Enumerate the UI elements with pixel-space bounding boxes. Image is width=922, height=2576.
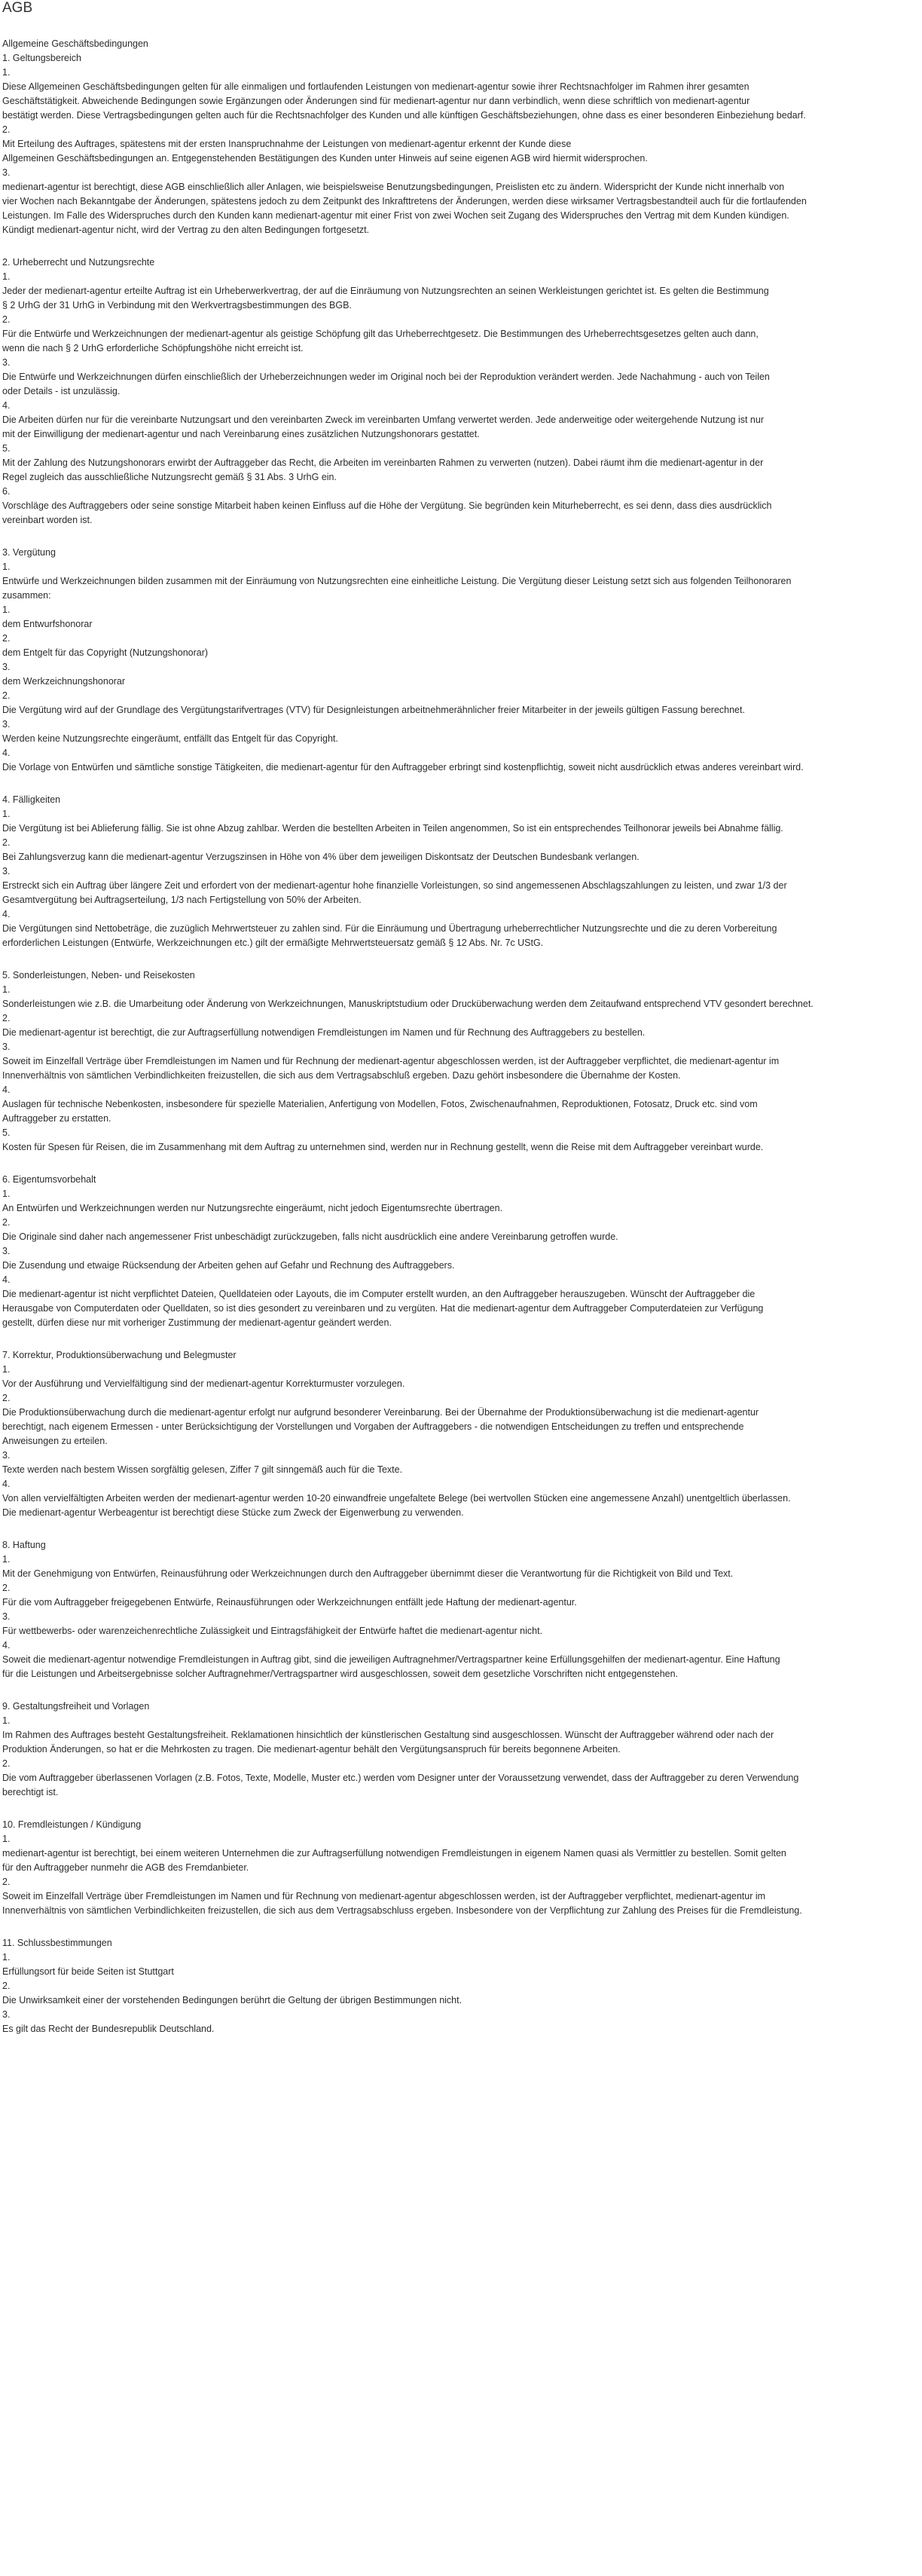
clause-number: 4. <box>2 1274 11 1285</box>
clause-text: Die Originale sind daher nach angemessener Frist unbeschädigt zurückzugeben, falls nicht ausdrücklich eine andere Vereinbarung getroffen wurde. <box>2 1231 618 1242</box>
clause-text: Texte werden nach bestem Wissen sorgfältig gelesen, Ziffer 7 gilt sinngemäß auch für die Texte. <box>2 1464 403 1475</box>
section-heading: 9. Gestaltungsfreiheit und Vorlagen <box>2 1701 150 1712</box>
clause-number: 3. <box>2 1450 11 1461</box>
clause-number: 2. <box>2 1393 11 1403</box>
section-heading: 7. Korrektur, Produktionsüberwachung und Belegmuster <box>2 1350 237 1360</box>
clause-text: Diese Allgemeinen Geschäftsbedingungen gelten für alle einmaligen und fortlaufenden Leistungen von medienart-agentur sowie ihrer Rechtsnachfolger im Rahmen ihrer gesamten <box>2 81 750 92</box>
clause-text: Werden keine Nutzungsrechte eingeräumt, entfällt das Entgelt für das Copyright. <box>2 733 338 744</box>
clause-number: 2. <box>2 837 11 848</box>
clause-text: Mit Erteilung des Auftrages, spätestens mit der ersten Inanspruchnahme der Leistungen von medienart-agentur erkennt der Kunde diese <box>2 139 572 149</box>
clause-text: Produktion Änderungen, so hat er die Mehrkosten zu tragen. Die medienart-agentur behält den Vergütungsanspruch für bereits begonnene Arbeiten. <box>2 1744 621 1755</box>
clause-number: 4. <box>2 1640 11 1651</box>
clause-number: 1. <box>2 271 11 282</box>
clause-number: 3. <box>2 167 11 178</box>
clause-text: dem Entwurfshonorar <box>2 619 93 629</box>
terms-section <box>2 1936 922 2036</box>
clause-number: 1. <box>2 67 11 78</box>
clause-text: Geschäftstätigkeit. Abweichende Bedingungen sowie Ergänzungen oder Änderungen sind für medienart-agentur nur dann verbindlich, wenn diese schriftlich von medienart-agentur <box>2 96 750 106</box>
clause-number: 2. <box>2 690 11 701</box>
clause-number: 2. <box>2 314 11 325</box>
clause-text: für den Auftraggeber nunmehr die AGB des Fremdanbieter. <box>2 1862 249 1873</box>
clause-number: 2. <box>2 633 11 644</box>
clause-text: Die Vergütungen sind Nettobeträge, die zuzüglich Mehrwertsteuer zu zahlen sind. Für die Einräumung und Übertragung urheberrechtlicher Nutzungsrechte und die zu deren Vorbereitung <box>2 923 777 934</box>
clause-text: Allgemeinen Geschäftsbedingungen an. Entgegenstehenden Bestätigungen des Kunden unter Hinweis auf seine eigenen AGB wird hiermit widersprochen. <box>2 153 648 164</box>
clause-number: 1. <box>2 561 11 572</box>
clause-number: 2. <box>2 1217 11 1228</box>
clause-text: Die medienart-agentur Werbeagentur ist berechtigt diese Stücke zum Zweck der Eigenwerbung zu verwenden. <box>2 1507 464 1518</box>
clause-text: An Entwürfen und Werkzeichnungen werden nur Nutzungsrechte eingeräumt, nicht jedoch Eigentumsrechte übertragen. <box>2 1203 503 1213</box>
clause-number: 1. <box>2 809 11 819</box>
clause-text: berechtigt ist. <box>2 1787 59 1797</box>
clause-text: Für die Entwürfe und Werkzeichnungen der medienart-agentur als geistige Schöpfung gilt das Urheberrechtgesetz. Die Bestimmungen des Urheberrechtsgesetzes gelten auch dann, <box>2 329 759 339</box>
clause-text: Die Vergütung ist bei Ablieferung fällig. Sie ist ohne Abzug zahlbar. Werden die bestellten Arbeiten in Teilen angenommen, So ist ein entsprechendes Teilhonorar jeweils bei Abnahme fällig. <box>2 823 783 834</box>
clause-text: Herausgabe von Computerdaten oder Quelldaten, so ist dies gesondert zu vereinbaren und zu vergüten. Hat die medienart-agentur dem Auftraggeber Computerdateien zur Verfügung <box>2 1303 764 1314</box>
clause-number: 5. <box>2 443 11 454</box>
clause-number: 4. <box>2 748 11 758</box>
clause-text: Die medienart-agentur ist berechtigt, die zur Auftragserfüllung notwendigen Fremdleistungen im Namen und für Rechnung des Auftraggebers zu bestellen. <box>2 1027 646 1038</box>
page-title: AGB <box>2 0 33 16</box>
clause-text: § 2 UrhG der 31 UrhG in Verbindung mit den Werkvertragsbestimmungen des BGB. <box>2 300 352 311</box>
clause-text: für die Leistungen und Arbeitsergebnisse solcher Auftragnehmer/Vertragspartner wird ausgeschlossen, soweit dem gesetzliche Vorschriften nicht entgegenstehen. <box>2 1669 679 1679</box>
section-heading: 2. Urheberrecht und Nutzungsrechte <box>2 257 155 268</box>
terms-section <box>2 1348 922 1520</box>
section-heading: 11. Schlussbestimmungen <box>2 1938 112 1948</box>
clause-number: 1. <box>2 604 11 615</box>
clause-number: 2. <box>2 1758 11 1769</box>
section-heading: 3. Vergütung <box>2 547 56 558</box>
clause-text: mit der Einwilligung der medienart-agentur und nach Vereinbarung eines zusätzlichen Nutzungshonorars gestattet. <box>2 429 480 439</box>
clause-text: Innenverhältnis von sämtlichen Verbindlichkeiten freizustellen, die sich aus dem Vertragsabschluß ergeben. Dazu gehört insbesondere die Übernahme der Kosten. <box>2 1070 681 1081</box>
clause-text: Die Vorlage von Entwürfen und sämtliche sonstige Tätigkeiten, die medienart-agentur für den Auftraggeber erbringt sind kostenpflichtig, soweit nicht ausdrücklich etwas anderes vereinbart wird. <box>2 762 804 772</box>
section-heading: 6. Eigentumsvorbehalt <box>2 1174 96 1185</box>
clause-text: Für die vom Auftraggeber freigegebenen Entwürfe, Reinausführungen oder Werkzeichnungen entfällt jede Haftung der medienart-agentur. <box>2 1597 577 1608</box>
clause-text: Sonderleistungen wie z.B. die Umarbeitung oder Änderung von Werkzeichnungen, Manuskriptstudium oder Drucküberwachung werden dem Zeitaufwand entsprechend VTV gesondert berechnet. <box>2 999 814 1009</box>
terms-section <box>2 1699 922 1800</box>
section-heading: 10. Fremdleistungen / Kündigung <box>2 1819 142 1830</box>
clause-text: Es gilt das Recht der Bundesrepublik Deutschland. <box>2 2024 215 2034</box>
clause-number: 4. <box>2 1479 11 1489</box>
clause-text: erforderlichen Leistungen (Entwürfe, Werkzeichnungen etc.) gilt der ermäßigte Mehrwertsteuersatz gemäß § 12 Abs. Nr. 7c UStG. <box>2 938 544 948</box>
terms-section <box>2 793 922 950</box>
section-heading: 5. Sonderleistungen, Neben- und Reisekosten <box>2 970 195 981</box>
clause-text: Soweit im Einzelfall Verträge über Fremdleistungen im Namen und für Rechnung von medienart-agentur abgeschlossen werden, ist der Auftraggeber verpflichtet, medienart-agentur im <box>2 1891 766 1901</box>
clause-text: Die Arbeiten dürfen nur für die vereinbarte Nutzungsart und den vereinbarten Zweck im vereinbarten Umfang verwertet werden. Jede anderweitige oder weitergehende Nutzung ist nur <box>2 415 764 425</box>
terms-section <box>2 546 922 775</box>
clause-number: 3. <box>2 662 11 672</box>
clause-text: Auslagen für technische Nebenkosten, insbesondere für spezielle Materialien, Anfertigung von Modellen, Fotos, Zwischenaufnahmen, Reproduktionen, Fotosatz, Druck etc. sind vom <box>2 1099 758 1109</box>
clause-number: 1. <box>2 1952 11 1963</box>
clause-text: oder Details - ist unzulässig. <box>2 386 121 396</box>
clause-text: Erstreckt sich ein Auftrag über längere Zeit und erfordert von der medienart-agentur hohe finanzielle Vorleistungen, so sind angemessenen Abschlagszahlungen zu leisten, und zwar 1/3 der <box>2 880 787 891</box>
clause-text: vier Wochen nach Bekanntgabe der Änderungen, spätestens jedoch zu dem Zeitpunkt des Inkrafttretens der Änderungen, werden diese wirksamer Vertragsbestandteil auch für die fortlaufenden <box>2 196 807 207</box>
terms-sections <box>2 51 922 2036</box>
clause-text: zusammen: <box>2 590 51 601</box>
clause-number: 3. <box>2 866 11 877</box>
clause-text: Auftraggeber zu erstatten. <box>2 1113 111 1124</box>
clause-text: wenn die nach § 2 UrhG erforderliche Schöpfungshöhe nicht erreicht ist. <box>2 343 304 353</box>
terms-section <box>2 255 922 528</box>
clause-number: 4. <box>2 909 11 919</box>
clause-text: Entwürfe und Werkzeichnungen bilden zusammen mit der Einräumung von Nutzungsrechten eine einheitliche Leistung. Die Vergütung dieser Leistung setzt sich aus folgenden Teilhonoraren <box>2 576 792 586</box>
clause-text: Von allen vervielfältigten Arbeiten werden der medienart-agentur werden 10-20 einwandfreie ungefaltete Belege (bei wertvollen Stücken eine angemessene Anzahl) unentgeltlich überlassen. <box>2 1493 791 1504</box>
clause-text: bestätigt werden. Diese Vertragsbedingungen gelten auch für die Rechtsnachfolger des Kunden und alle künftigen Geschäftsbeziehungen, ohne dass es einer besonderen Einbeziehung bedarf. <box>2 110 806 121</box>
terms-section <box>2 1818 922 1918</box>
clause-text: Mit der Genehmigung von Entwürfen, Reinausführung oder Werkzeichnungen durch den Auftraggeber übernimmt dieser die Verantwortung für die Richtigkeit von Bild und Text. <box>2 1568 734 1579</box>
terms-section <box>2 1173 922 1330</box>
clause-text: Innenverhältnis von sämtlichen Verbindlichkeiten freizustellen, die sich aus dem Vertragsabschluss ergeben. Insbesondere von der Verpflichtung zur Zahlung des Preises für die Fremdleistung. <box>2 1905 802 1916</box>
clause-text: Soweit die medienart-agentur notwendige Fremdleistungen in Auftrag gibt, sind die jeweiligen Auftragnehmer/Vertragspartner keine Erfüllungsgehilfen der medienart-agentur. Eine Haftung <box>2 1654 780 1665</box>
clause-text: Die Vergütung wird auf der Grundlage des Vergütungstarifvertrages (VTV) für Designleistungen arbeitnehmerähnlicher freier Mitarbeiter in der jeweils gültigen Fassung berechnet. <box>2 705 745 715</box>
clause-number: 1. <box>2 1554 11 1565</box>
clause-number: 2. <box>2 1981 11 1991</box>
clause-text: Die Zusendung und etwaige Rücksendung der Arbeiten gehen auf Gefahr und Rechnung des Auftraggebers. <box>2 1260 455 1271</box>
section-heading: 4. Fälligkeiten <box>2 794 61 805</box>
clause-text: gestellt, dürfen diese nur mit vorheriger Zustimmung der medienart-agentur geändert werden. <box>2 1317 392 1328</box>
clause-number: 1. <box>2 1834 11 1844</box>
clause-number: 3. <box>2 357 11 368</box>
document-heading: Allgemeine Geschäftsbedingungen <box>2 38 148 49</box>
clause-number: 2. <box>2 1013 11 1023</box>
clause-text: Für wettbewerbs- oder warenzeichenrechtliche Zulässigkeit und Eintragsfähigkeit der Entwürfe haftet die medienart-agentur nicht. <box>2 1626 543 1636</box>
clause-number: 3. <box>2 719 11 730</box>
clause-text: Vorschläge des Auftraggebers oder seine sonstige Mitarbeit haben keinen Einfluss auf die Höhe der Vergütung. Sie begründen kein Miturheberrecht, es sei denn, dass dies ausdrücklich <box>2 500 772 511</box>
clause-text: Regel zugleich das ausschließliche Nutzungsrecht gemäß § 31 Abs. 3 UrhG ein. <box>2 472 337 482</box>
clause-text: Bei Zahlungsverzug kann die medienart-agentur Verzugszinsen in Höhe von 4% über dem jeweiligen Diskontsatz der Deutschen Bundesbank verlangen. <box>2 852 640 862</box>
terms-section <box>2 1538 922 1681</box>
clause-text: Kosten für Spesen für Reisen, die im Zusammenhang mit dem Auftrag zu unternehmen sind, werden nur in Rechnung gestellt, wenn die Reise mit dem Auftraggeber vereinbart wurde. <box>2 1142 764 1152</box>
clause-number: 3. <box>2 1042 11 1052</box>
clause-number: 1. <box>2 984 11 995</box>
clause-text: Vor der Ausführung und Vervielfältigung sind der medienart-agentur Korrekturmuster vorzulegen. <box>2 1378 405 1389</box>
clause-text: Die medienart-agentur ist nicht verpflichtet Dateien, Quelldateien oder Layouts, die im Computer erstellt wurden, an den Auftraggeber herauszugeben. Wünscht der Auftraggeber die <box>2 1289 756 1299</box>
clause-text: dem Werkzeichnungshonorar <box>2 676 126 687</box>
clause-number: 3. <box>2 2009 11 2020</box>
clause-number: 4. <box>2 400 11 411</box>
clause-number: 1. <box>2 1715 11 1726</box>
clause-text: medienart-agentur ist berechtigt, diese AGB einschließlich aller Anlagen, wie beispielsweise Benutzungsbedingungen, Preislisten etc zu ändern. Widerspricht der Kunde nicht innerhalb von <box>2 182 785 192</box>
clause-text: Mit der Zahlung des Nutzungshonorars erwirbt der Auftraggeber das Recht, die Arbeiten im vereinbarten Rahmen zu verwerten (nutzen). Dabei räumt ihm die medienart-agentur in der <box>2 457 764 468</box>
clause-text: Im Rahmen des Auftrages besteht Gestaltungsfreiheit. Reklamationen hinsichtlich der künstlerischen Gestaltung sind ausgeschlossen. Wünscht der Auftraggeber während oder nach der <box>2 1730 774 1740</box>
clause-text: Die vom Auftraggeber überlassenen Vorlagen (z.B. Fotos, Texte, Modelle, Muster etc.) werden vom Designer unter der Voraussetzung verwendet, dass der Auftraggeber zu deren Verwendung <box>2 1773 799 1783</box>
clause-number: 2. <box>2 1583 11 1593</box>
clause-text: Leistungen. Im Falle des Widerspruches durch den Kunden kann medienart-agentur mit einer Frist von zwei Wochen seit Zugang des Widerspruches den Vertrag mit dem Kunden kündigen. <box>2 210 789 221</box>
clause-number: 2. <box>2 124 11 135</box>
clause-number: 2. <box>2 1877 11 1887</box>
section-heading: 8. Haftung <box>2 1540 46 1550</box>
clause-text: Kündigt medienart-agentur nicht, wird der Vertrag zu den alten Bedingungen fortgesetzt. <box>2 225 370 235</box>
clause-text: Anweisungen zu erteilen. <box>2 1436 108 1446</box>
terms-section <box>2 51 922 237</box>
clause-text: Die Entwürfe und Werkzeichnungen dürfen einschließlich der Urheberzeichnungen weder im Original noch bei der Reproduktion verändert werden. Jede Nachahmung - auch von Teilen <box>2 372 770 382</box>
clause-text: berechtigt, nach eigenem Ermessen - unter Berücksichtigung der Vorstellungen und Vorgaben der Auftraggebers - die notwendigen Entscheidungen zu treffen und entsprechende <box>2 1421 744 1432</box>
clause-number: 3. <box>2 1246 11 1256</box>
section-heading: 1. Geltungsbereich <box>2 53 81 63</box>
clause-text: Erfüllungsort für beide Seiten ist Stuttgart <box>2 1966 174 1977</box>
terms-section <box>2 968 922 1155</box>
clause-number: 4. <box>2 1085 11 1095</box>
clause-text: vereinbart worden ist. <box>2 515 93 525</box>
clause-text: medienart-agentur ist berechtigt, bei einem weiteren Unternehmen die zur Auftragserfüllung notwendigen Fremdleistungen in eigenem Namen quasi als Vermittler zu bestellen. Somit gelten <box>2 1848 786 1859</box>
clause-text: Die Produktionsüberwachung durch die medienart-agentur erfolgt nur aufgrund besonderer Vereinbarung. Bei der Übernahme der Produktionsüberwachung ist die medienart-agentur <box>2 1407 759 1418</box>
clause-text: Soweit im Einzelfall Verträge über Fremdleistungen im Namen und für Rechnung der medienart-agentur abgeschlossen werden, ist der Auftraggeber verpflichtet, die medienart-agentur im <box>2 1056 780 1066</box>
clause-number: 1. <box>2 1189 11 1199</box>
clause-text: Die Unwirksamkeit einer der vorstehenden Bedingungen berührt die Geltung der übrigen Bestimmungen nicht. <box>2 1995 463 2005</box>
clause-number: 1. <box>2 1364 11 1375</box>
clause-text: dem Entgelt für das Copyright (Nutzungshonorar) <box>2 647 209 658</box>
clause-number: 3. <box>2 1611 11 1622</box>
clause-number: 6. <box>2 486 11 497</box>
clause-number: 5. <box>2 1127 11 1138</box>
clause-text: Gesamtvergütung bei Auftragserteilung, 1/3 nach Fertigstellung von 50% der Arbeiten. <box>2 895 362 905</box>
clause-text: Jeder der medienart-agentur erteilte Auftrag ist ein Urheberwerkvertrag, der auf die Einräumung von Nutzungsrechten an seinen Werkleistungen gerichtet ist. Es gelten die Bestimmung <box>2 286 769 296</box>
